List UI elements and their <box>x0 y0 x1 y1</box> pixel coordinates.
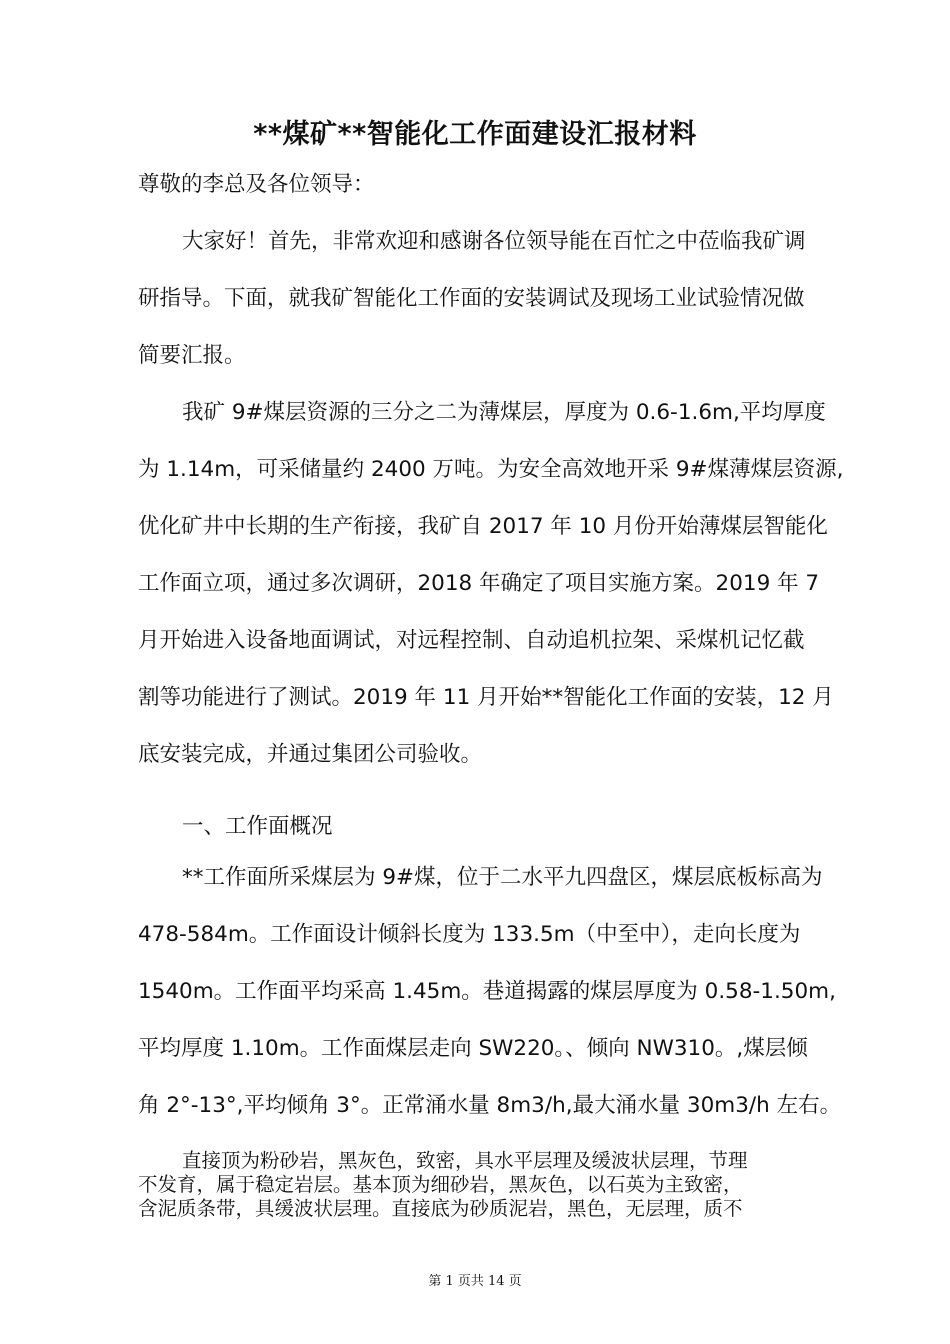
geology-line: 不发育，属于稳定岩层。基本顶为细砂岩，黑灰色，以石英为主致密， <box>138 1173 743 1196</box>
page-footer: 第 1 页共 14 页 <box>428 1274 522 1289</box>
salutation: 尊敬的李总及各位领导： <box>138 172 375 197</box>
geology-line: 含泥质条带，具缓波状层理。直接底为砂质泥岩，黑色，无层理，质不 <box>138 1197 743 1220</box>
background-line: 底安装完成，并通过集团公司验收。 <box>138 742 483 767</box>
background-line: 为 1.14m，可采储量约 2400 万吨。为安全高效地开采 9#煤薄煤层资源, <box>138 457 844 482</box>
section-line: 平均厚度 1.10m。工作面煤层走向 SW220。、倾向 NW310。,煤层倾 <box>138 1036 808 1061</box>
geology-line: 直接顶为粉砂岩，黑灰色，致密，具水平层理及缓波状层理，节理 <box>182 1149 748 1172</box>
background-line: 工作面立项，通过多次调研，2018 年确定了项目实施方案。2019 年 7 <box>138 571 820 596</box>
section-line: 角 2°-13°,平均倾角 3°。正常涌水量 8m3/h,最大涌水量 30m3/h 左右。 <box>138 1093 842 1118</box>
background-line: 月开始进入设备地面调试，对远程控制、自动追机拉架、采煤机记忆截 <box>138 628 805 653</box>
section-line: **工作面所采煤层为 9#煤，位于二水平九四盘区，煤层底板标高为 <box>182 865 823 890</box>
intro-line: 简要汇报。 <box>138 343 246 368</box>
background-line: 我矿 9#煤层资源的三分之二为薄煤层，厚度为 0.6-1.6m,平均厚度 <box>182 400 826 425</box>
section-line: 478-584m。工作面设计倾斜长度为 133.5m（中至中），走向长度为 <box>138 922 801 947</box>
section-heading: 一、工作面概况 <box>182 814 333 839</box>
document-title: **煤矿**智能化工作面建设汇报材料 <box>253 119 697 150</box>
section-line: 1540m。工作面平均采高 1.45m。巷道揭露的煤层厚度为 0.58-1.50m, <box>138 979 836 1004</box>
background-line: 割等功能进行了测试。2019 年 11 月开始**智能化工作面的安装，12 月 <box>138 685 834 710</box>
intro-line: 研指导。下面，就我矿智能化工作面的安装调试及现场工业试验情况做 <box>138 286 805 311</box>
intro-line: 大家好！首先，非常欢迎和感谢各位领导能在百忙之中莅临我矿调 <box>182 229 806 254</box>
background-line: 优化矿井中长期的生产衔接，我矿自 2017 年 10 月份开始薄煤层智能化 <box>138 514 828 539</box>
